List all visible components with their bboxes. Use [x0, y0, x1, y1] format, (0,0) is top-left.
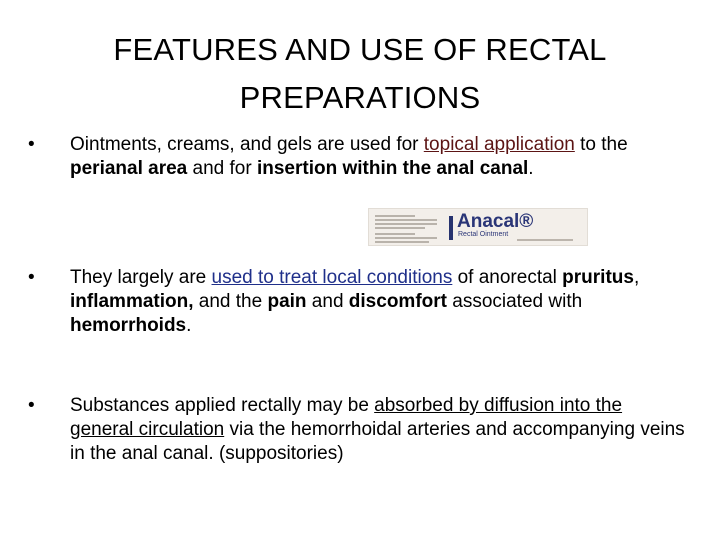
bullet-text: They largely are used to treat local conditions of anorectal pruritus, inflammation, and the pain and discomfort associated with hemorrhoids. — [70, 267, 640, 336]
bullet-text: Substances applied rectally may be absorbed by diffusion into the general circulation via the hemorrhoidal arteries and accompanying veins in the anal canal. (suppositories) — [70, 395, 685, 464]
brand-accent-bar — [449, 216, 453, 240]
underlined-phrase: used to treat local conditions — [211, 267, 453, 288]
bold-term: pruritus — [562, 267, 634, 288]
underlined-phrase: topical application — [423, 134, 575, 155]
bullet-marker: • — [28, 395, 35, 416]
product-package-image — [368, 208, 588, 246]
product-subtitle: Rectal Ointment — [458, 231, 509, 238]
bullet-marker: • — [28, 267, 35, 288]
bold-term: inflammation, — [70, 291, 194, 312]
fineprint-line — [375, 241, 429, 243]
bold-term: hemorrhoids — [70, 315, 187, 336]
bullet-item — [28, 133, 688, 181]
bold-term: pain — [267, 291, 307, 312]
fineprint-line — [375, 227, 425, 229]
bold-term: perianal area — [70, 158, 188, 179]
product-brand-name: Anacal® — [457, 211, 534, 232]
bold-term: insertion within the anal canal — [256, 158, 529, 179]
fineprint-line — [375, 233, 415, 235]
bullet-marker: • — [28, 134, 35, 155]
bold-term: discomfort — [348, 291, 447, 312]
fineprint-line — [517, 239, 573, 241]
bullet-item — [28, 266, 688, 338]
underlined-phrase: absorbed by diffusion into the general circulation — [70, 395, 623, 440]
fineprint-line — [375, 219, 437, 221]
bullet-item — [28, 394, 688, 466]
bullet-text: Ointments, creams, and gels are used for topical application to the perianal area and for insertion within the anal canal. — [70, 134, 628, 179]
slide-title: FEATURES AND USE OF RECTAL PREPARATIONS — [113, 32, 607, 115]
fineprint-line — [375, 237, 437, 239]
fineprint-line — [375, 223, 437, 225]
fineprint-line — [375, 215, 415, 217]
